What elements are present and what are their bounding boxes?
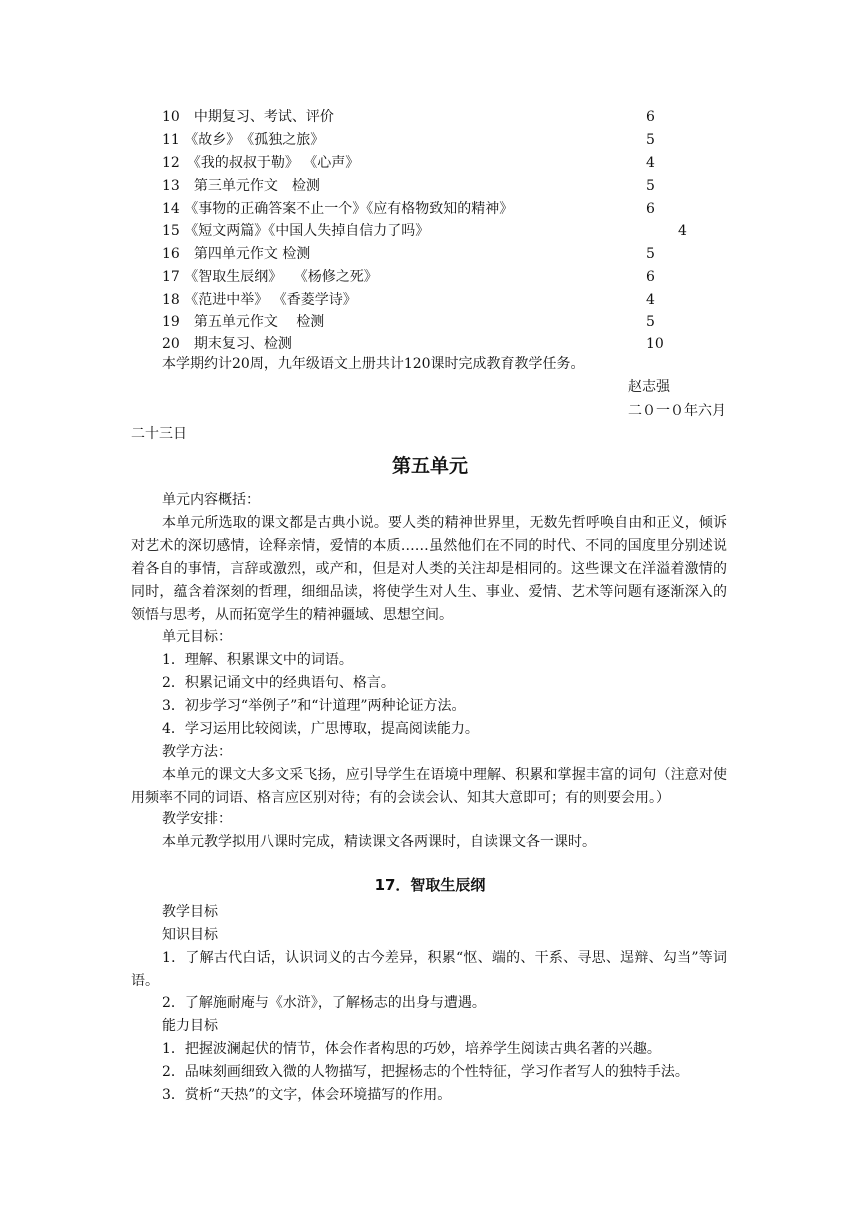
knowledge-goal-item: 2．了解施耐庵与《水浒》，了解杨志的出身与遭遇。 (162, 995, 486, 1011)
schedule-row-hours: 5 (646, 178, 655, 194)
signature-date-continued: 二十三日 (131, 426, 187, 442)
unit-method-paragraph: 本单元的课文大多文采飞扬，应引导学生在语境中理解、积累和掌握丰富的词句（注意对使用频率不同的词语、格言应区别对待；有的会读会认、知其大意即可；有的则要会用。） (131, 767, 727, 806)
unit-title: 第五单元 (391, 455, 468, 477)
schedule-row-text: 10 中期复习、考试、评价 (162, 109, 334, 125)
schedule-row-hours: 10 (646, 336, 664, 352)
unit-arrange-text: 本单元教学拟用八课时完成，精读课文各两课时，自读课文各一课时。 (162, 834, 596, 850)
signature-date: 二０一０年六月 (628, 403, 726, 419)
schedule-row-text: 11 《故乡》 《孤独之旅》 (162, 132, 325, 148)
schedule-row-hours: 4 (646, 292, 655, 308)
ability-goal-item: 1．把握波澜起伏的情节，体会作者构思的巧妙，培养学生阅读古典名著的兴趣。 (162, 1041, 661, 1057)
schedule-row-hours: 4 (646, 155, 655, 171)
schedule-row-hours: 6 (646, 269, 655, 285)
schedule-row-text: 15 《短文两篇》《中国人失掉自信力了吗》 (162, 223, 430, 239)
unit-goal-item: 1．理解、积累课文中的词语。 (162, 652, 353, 668)
schedule-row-hours: 5 (646, 246, 655, 262)
schedule-row-text: 13 第三单元作文 检测 (162, 178, 320, 194)
schedule-row-text: 16 第四单元作文 检测 (162, 246, 311, 262)
ability-goals-label: 能力目标 (162, 1018, 218, 1034)
schedule-row-hours: 5 (646, 132, 655, 148)
unit-arrange-label: 教学安排： (162, 811, 232, 827)
unit-content-label: 单元内容概括： (162, 492, 260, 508)
unit-goals-label: 单元目标： (162, 629, 232, 645)
schedule-row-text: 20 期末复习、检测 (162, 336, 292, 352)
schedule-row-hours: 6 (646, 109, 655, 125)
schedule-row-hours: 6 (646, 201, 655, 217)
schedule-row-text: 19 第五单元作文 检测 (162, 314, 325, 330)
schedule-row-text: 17 《智取生辰纲》 《杨修之死》 (162, 269, 378, 285)
schedule-row-text: 18 《范进中举》 《香菱学诗》 (162, 292, 357, 308)
schedule-row-hours: 4 (678, 223, 687, 239)
knowledge-goals-label: 知识目标 (162, 927, 218, 943)
unit-goal-item: 2．积累记诵文中的经典语句、格言。 (162, 675, 395, 691)
schedule-row-text: 12 《我的叔叔于勒》 《心声》 (162, 155, 360, 171)
schedule-row-hours: 5 (646, 314, 655, 330)
schedule-summary: 本学期约计20周，九年级语文上册共计120课时完成教育教学任务。 (162, 356, 585, 372)
unit-goal-item: 3．初步学习“举例子”和“计道理”两种论证方法。 (162, 698, 466, 714)
knowledge-goal-item: 1．了解古代白话，认识词义的古今差异，积累“怄、端的、干系、寻思、逞辩、勾当”等词语。 (131, 950, 727, 989)
signature-author: 赵志强 (628, 379, 670, 395)
ability-goal-item: 3．赏析“天热”的文字，体会环境描写的作用。 (162, 1087, 452, 1103)
unit-goal-item: 4．学习运用比较阅读，广思博取，提高阅读能力。 (162, 721, 479, 737)
lesson-goals-label: 教学目标 (162, 904, 218, 920)
unit-method-label: 教学方法： (162, 744, 232, 760)
ability-goal-item: 2．品味刻画细致入微的人物描写，把握杨志的个性特征，学习作者写人的独特手法。 (162, 1064, 689, 1080)
unit-content-paragraph: 本单元所选取的课文都是古典小说。要人类的精神世界里，无数先哲呼唤自由和正义，倾诉对艺术的深切感情，诠释亲情，爱情的本质……虽然他们在不同的时代、不同的国度里分别述说着各自的事情，言辞或激烈，或产和，但是对人类的关注却是相同的。这些课文在洋溢着激情的同时，蕴含着深刻的哲理，细细品读，将使学生对人生、事业、爱情、艺术等问题有逐渐深入的领悟与思考，从而拓宽学生的精神疆域、思想空间。 (131, 515, 727, 623)
lesson-title: 17．智取生辰纲 (374, 876, 486, 894)
schedule-row-text: 14 《事物的正确答案不止一个》《应有格物致知的精神》 (162, 201, 514, 217)
